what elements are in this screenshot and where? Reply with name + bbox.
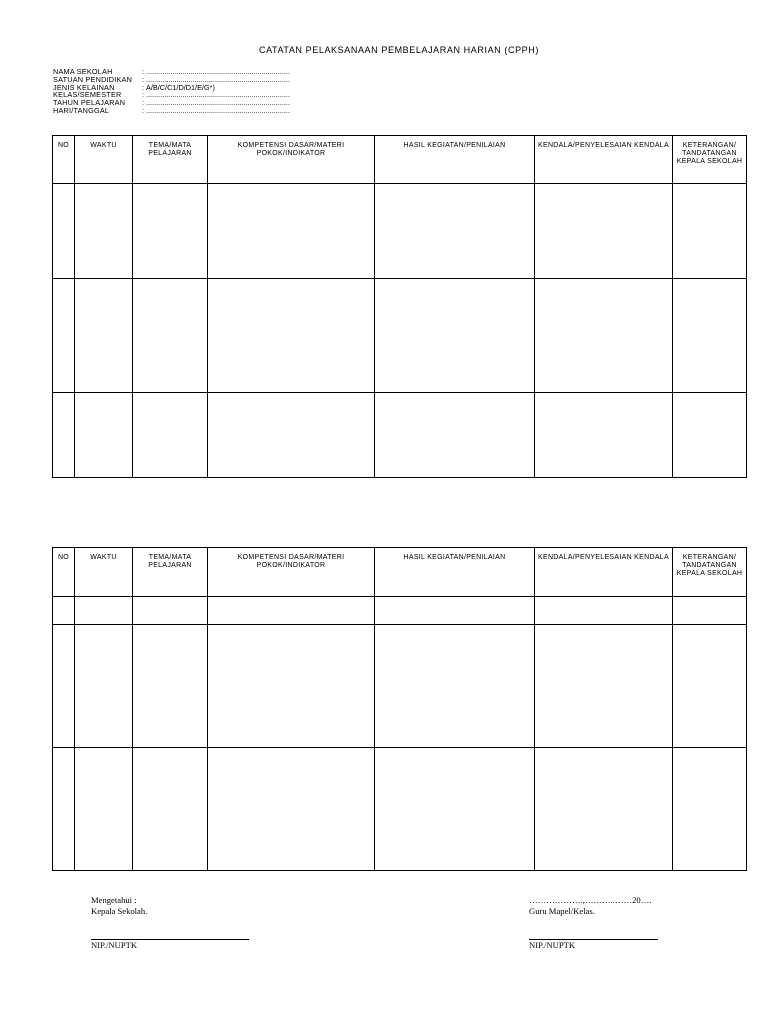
field-colon: :: [142, 90, 145, 100]
table-cell[interactable]: [535, 748, 673, 871]
field-label: KELAS/SEMESTER: [53, 90, 122, 100]
field-value: .......................................................................: [146, 98, 290, 108]
cpph-table-2: [52, 547, 747, 871]
col-header-keterangan: KETERANGAN/ TANDATANGAN KEPALA SEKOLAH: [673, 136, 747, 184]
table-cell[interactable]: [673, 748, 747, 871]
table-cell[interactable]: [673, 279, 747, 393]
table-cell[interactable]: [208, 625, 375, 748]
signature-date-line: ……………….,………..……20….: [529, 895, 652, 905]
col-header-hasil: HASIL KEGIATAN/PENILAIAN: [375, 136, 535, 184]
field-label: HARI/TANGGAL: [53, 105, 110, 115]
table-cell[interactable]: [208, 748, 375, 871]
table-cell[interactable]: [208, 393, 375, 478]
table-cell[interactable]: [53, 625, 75, 748]
col-header-tema: TEMA/MATA PELAJARAN: [133, 548, 208, 597]
signature-heading: Mengetahui :: [91, 895, 137, 905]
table-row: [53, 597, 747, 625]
table-cell[interactable]: [133, 184, 208, 279]
table-cell[interactable]: [673, 625, 747, 748]
table-cell[interactable]: [673, 184, 747, 279]
col-header-no: NO: [53, 136, 75, 184]
field-value: A/B/C/C1/D/D1/E/G*): [146, 82, 215, 92]
identity-fields: [53, 68, 290, 115]
col-header-kendala: KENDALA/PENYELESAIAN KENDALA: [535, 136, 673, 184]
table-cell[interactable]: [208, 184, 375, 279]
col-header-tema: TEMA/MATA PELAJARAN: [133, 136, 208, 184]
table-cell[interactable]: [535, 184, 673, 279]
col-header-waktu: WAKTU: [75, 136, 133, 184]
col-header-hasil: HASIL KEGIATAN/PENILAIAN: [375, 548, 535, 597]
table-cell[interactable]: [535, 393, 673, 478]
col-header-waktu: WAKTU: [75, 548, 133, 597]
table-row: [53, 393, 747, 478]
table-cell[interactable]: [53, 748, 75, 871]
col-header-kompetensi: KOMPETENSI DASAR/MATERI POKOK/INDIKATOR: [208, 548, 375, 597]
signature-principal: [91, 895, 249, 951]
table-cell[interactable]: [535, 279, 673, 393]
field-value: .......................................................................: [146, 74, 290, 84]
page-title: CATATAN PELAKSANAAN PEMBELAJARAN HARIAN (CPPH): [259, 45, 539, 55]
table-cell[interactable]: [133, 625, 208, 748]
table-cell[interactable]: [75, 625, 133, 748]
table-cell[interactable]: [75, 184, 133, 279]
table-cell[interactable]: [53, 279, 75, 393]
table-cell[interactable]: [53, 597, 75, 625]
field-hari-tanggal: [53, 107, 290, 115]
table-cell[interactable]: [535, 625, 673, 748]
signature-teacher: [529, 895, 658, 951]
table-cell[interactable]: [53, 184, 75, 279]
signature-role: Kepala Sekolah.: [91, 906, 148, 916]
table-cell[interactable]: [75, 279, 133, 393]
table-cell[interactable]: [673, 597, 747, 625]
table-header-row: [53, 136, 747, 184]
field-value: .......................................................................: [146, 105, 290, 115]
field-colon: :: [142, 105, 145, 115]
cpph-table-1: [52, 135, 747, 478]
table-cell[interactable]: [375, 597, 535, 625]
table-cell[interactable]: [375, 625, 535, 748]
field-label: NAMA SEKOLAH: [53, 67, 113, 76]
col-header-keterangan: KETERANGAN/ TANDATANGAN KEPALA SEKOLAH: [673, 548, 747, 597]
table-row: [53, 184, 747, 279]
field-colon: :: [142, 74, 145, 84]
table-row: [53, 279, 747, 393]
table-row: [53, 748, 747, 871]
table-cell[interactable]: [375, 748, 535, 871]
col-header-kompetensi: KOMPETENSI DASAR/MATERI POKOK/INDIKATOR: [208, 136, 375, 184]
table-cell[interactable]: [53, 393, 75, 478]
col-header-kendala: KENDALA/PENYELESAIAN KENDALA: [535, 548, 673, 597]
table-cell[interactable]: [75, 748, 133, 871]
col-header-no: NO: [53, 548, 75, 597]
field-value: .......................................................................: [146, 90, 290, 100]
signature-nip-label: NIP./NUPTK: [91, 940, 138, 950]
field-colon: :: [142, 82, 145, 92]
field-colon: :: [142, 67, 145, 76]
table-row: [53, 625, 747, 748]
table-cell[interactable]: [375, 184, 535, 279]
signature-nip-label: NIP./NUPTK: [529, 940, 576, 950]
field-label: JENIS KELAINAN: [53, 82, 115, 92]
table-cell[interactable]: [375, 279, 535, 393]
table-cell[interactable]: [133, 597, 208, 625]
table-cell[interactable]: [75, 393, 133, 478]
table-header-row: [53, 548, 747, 597]
table-cell[interactable]: [208, 279, 375, 393]
table-cell[interactable]: [673, 393, 747, 478]
table-cell[interactable]: [133, 748, 208, 871]
table-cell[interactable]: [133, 393, 208, 478]
field-label: SATUAN PENDIDIKAN: [53, 74, 133, 84]
field-value: .......................................................................: [146, 67, 290, 76]
table-cell[interactable]: [75, 597, 133, 625]
field-label: TAHUN PELAJARAN: [53, 98, 126, 108]
field-colon: :: [142, 98, 145, 108]
table-cell[interactable]: [535, 597, 673, 625]
table-cell[interactable]: [133, 279, 208, 393]
table-cell[interactable]: [208, 597, 375, 625]
signature-role: Guru Mapel/Kelas.: [529, 906, 595, 916]
table-cell[interactable]: [375, 393, 535, 478]
